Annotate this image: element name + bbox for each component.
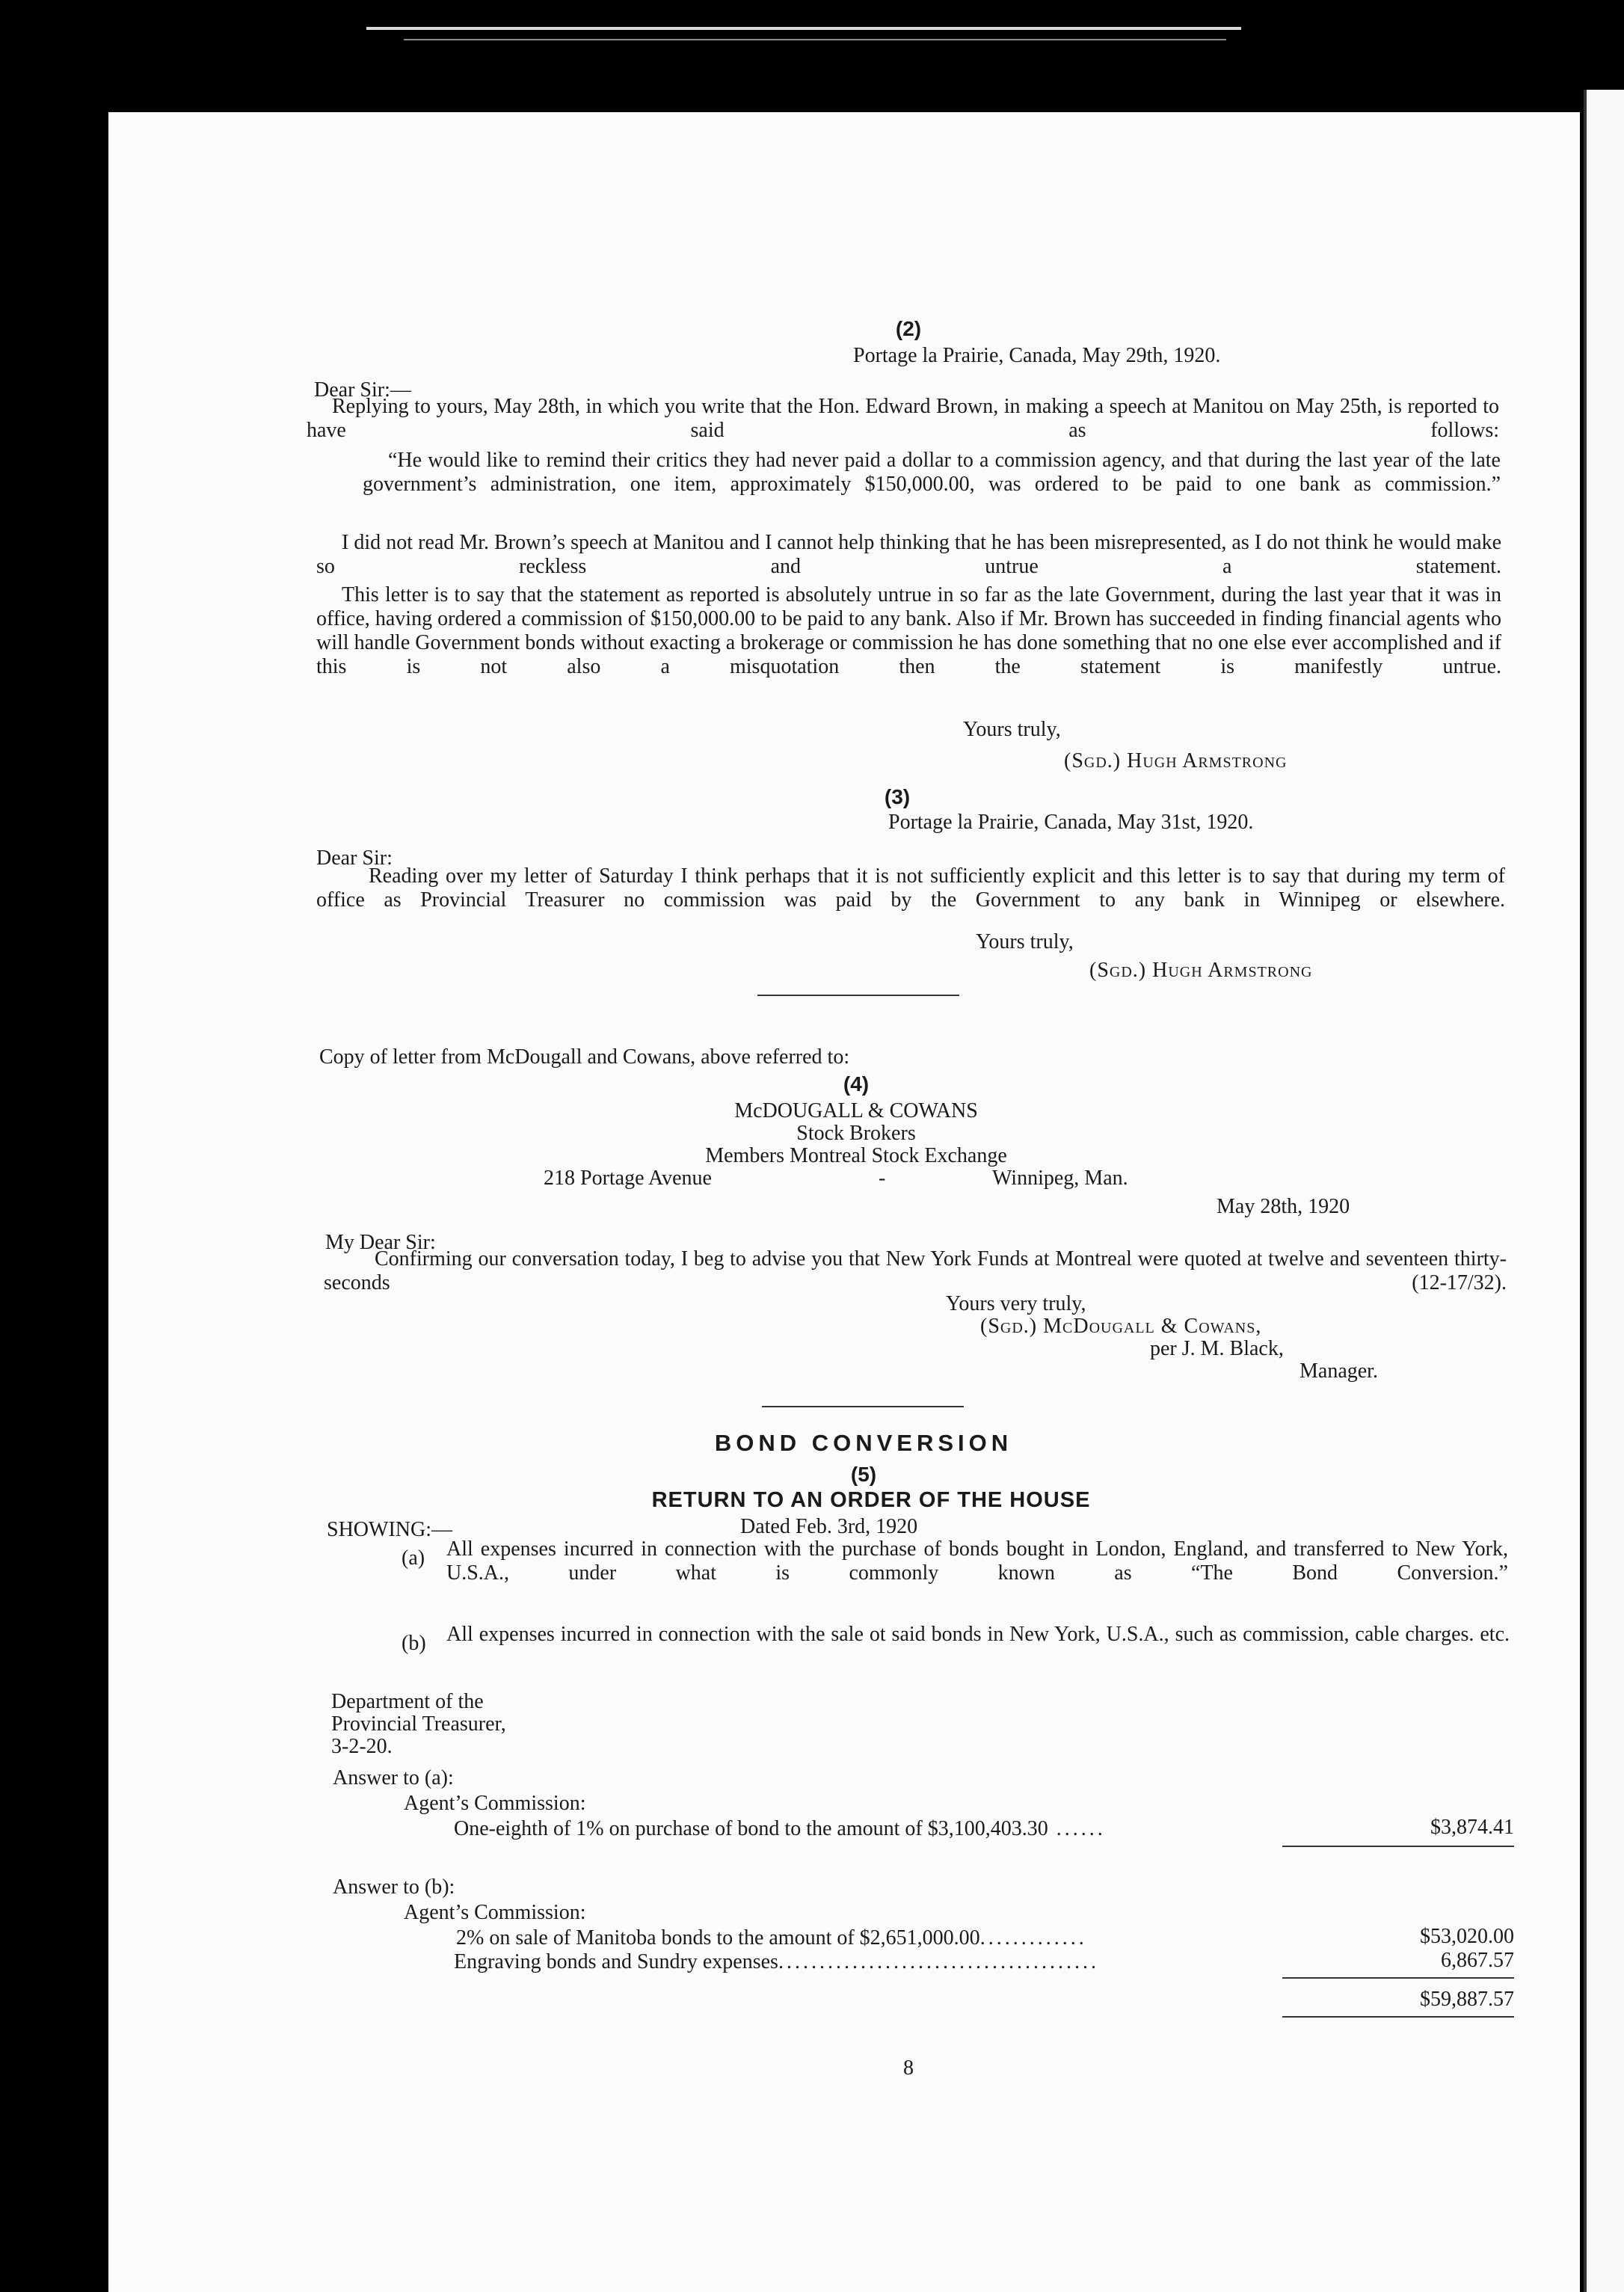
item-a-label: (a) <box>402 1546 425 1570</box>
letter4-number: (4) <box>843 1072 870 1096</box>
letter4-closing: Yours very truly, <box>946 1292 1086 1315</box>
letter3-signature: (Sgd.) Hugh Armstrong <box>1089 959 1313 982</box>
letter4-firm-line3: Members Montreal Stock Exchange <box>705 1144 1007 1167</box>
letter4-intro: Copy of letter from McDougall and Cowans, above referred to: <box>319 1045 850 1069</box>
letter2-signature: (Sgd.) Hugh Armstrong <box>1064 749 1288 772</box>
letter4-firm: McDOUGALL & COWANS <box>734 1099 978 1122</box>
letter4-title: Manager. <box>1299 1359 1378 1383</box>
section-divider <box>757 995 959 996</box>
answer-b-line-1-text: 2% on sale of Manitoba bonds to the amount of $2,651,000.00 <box>456 1926 980 1950</box>
answer-b-amount-2: 6,867.57 <box>1441 1949 1514 1972</box>
answer-a-underline <box>1282 1846 1514 1847</box>
answer-b-line-1: 2% on sale of Manitoba bonds to the amount of $2,651,000.00............. <box>456 1926 1087 1950</box>
answer-a-amount: $3,874.41 <box>1430 1816 1514 1839</box>
letter3-salutation: Dear Sir: <box>316 847 393 870</box>
bond-dated: Dated Feb. 3rd, 1920 <box>740 1515 918 1538</box>
bond-heading: BOND CONVERSION <box>714 1430 1013 1456</box>
letter2-paragraph-2: I did not read Mr. Brown’s speech at Manitou and I cannot help thinking that he has been misrepresented, as I do not think he would make so reckless and untrue a statement. <box>316 531 1501 578</box>
letter4-paragraph-1: Confirming our conversation today, I beg to advise you that New York Funds at Montreal were quoted at twelve and seventeen thirty-seconds (12-17/32). <box>324 1247 1507 1294</box>
answer-b-amount-1: $53,020.00 <box>1420 1925 1514 1948</box>
answer-b-line-2: Engraving bonds and Sundry expenses....................................... <box>454 1950 1099 1973</box>
letter2-paragraph-1: Replying to yours, May 28th, in which you write that the Hon. Edward Brown, in making a speech at Manitou on May 25th, is reported to have said as follows: <box>307 395 1499 442</box>
letter2-paragraph-3: This letter is to say that the statement as reported is absolutely untrue in so far as the late Government, during the last year that it was in office, having ordered a commission of $150,000.00 to be paid to any bank. Also if Mr. Brown has succeeded in finding financial agents who will handle Government bonds without exacting a brokerage or commission he has done something that no one else ever accomplished and if this is not also a misquotation then the statement is manifestly untrue. <box>316 583 1501 678</box>
top-rule-thin <box>404 39 1226 40</box>
letter2-salutation: Dear Sir:— <box>314 378 411 402</box>
letter3-number: (3) <box>884 785 911 808</box>
bond-number: (5) <box>850 1463 877 1486</box>
letter4-per: per J. M. Black, <box>1150 1337 1284 1360</box>
page-number: 8 <box>903 2056 914 2080</box>
adjacent-page-edge <box>1584 90 1624 2292</box>
answer-a-agents: Agent’s Commission: <box>404 1792 586 1815</box>
item-b-label: (b) <box>402 1632 426 1655</box>
answer-a-line-text: One-eighth of 1% on purchase of bond to the amount of $3,100,403.30 <box>454 1817 1048 1840</box>
letter4-firm-line2: Stock Brokers <box>796 1122 916 1145</box>
letter2-dateline: Portage la Prairie, Canada, May 29th, 1920. <box>853 344 1221 367</box>
answer-b-total-rule <box>1282 2016 1514 2018</box>
dept-line-3: 3-2-20. <box>331 1735 393 1758</box>
letter4-salutation: My Dear Sir: <box>325 1231 436 1254</box>
dept-line-2: Provincial Treasurer, <box>331 1712 506 1736</box>
dept-line-1: Department of the <box>331 1690 484 1713</box>
bond-showing: SHOWING:— <box>327 1518 452 1541</box>
answer-b-label: Answer to (b): <box>333 1875 455 1899</box>
top-rule <box>366 27 1241 30</box>
section-divider-2 <box>762 1406 964 1407</box>
letter2-number: (2) <box>895 317 922 340</box>
answer-b-subtotal-rule <box>1282 1977 1514 1979</box>
letter3-dateline: Portage la Prairie, Canada, May 31st, 1920. <box>888 811 1254 834</box>
answer-b-agents: Agent’s Commission: <box>404 1901 586 1924</box>
answer-b-line-2-text: Engraving bonds and Sundry expenses <box>454 1950 778 1973</box>
letter2-closing: Yours truly, <box>963 718 1061 741</box>
letter2-quote: “He would like to remind their critics they had never paid a dollar to a commission agency, and that during the last year of the late government’s administration, one item, approximately $150,000.00, was ordered to be paid to one bank as commission.” <box>363 449 1501 496</box>
bond-subheading: RETURN TO AN ORDER OF THE HOUSE <box>651 1488 1091 1512</box>
item-b-text: All expenses incurred in connection with the sale ot said bonds in New York, U.S.A., such as commission, cable charges. etc. <box>446 1623 1510 1646</box>
letter3-closing: Yours truly, <box>976 930 1074 953</box>
item-a-text: All expenses incurred in connection with the purchase of bonds bought in London, England, and transferred to New York, U.S.A., under what is commonly known as “The Bond Conversion.” <box>446 1537 1508 1585</box>
letter4-signature: (Sgd.) McDougall & Cowans, <box>980 1315 1262 1338</box>
letter4-address-left: 218 Portage Avenue <box>544 1167 712 1190</box>
answer-a-label: Answer to (a): <box>333 1766 454 1789</box>
letter4-address-right: Winnipeg, Man. <box>992 1167 1128 1190</box>
letter4-date: May 28th, 1920 <box>1217 1195 1350 1218</box>
letter4-address-dash: - <box>879 1167 886 1190</box>
answer-b-total: $59,887.57 <box>1420 1988 1514 2011</box>
answer-a-line: One-eighth of 1% on purchase of bond to the amount of $3,100,403.30 ...... <box>454 1817 1106 1840</box>
letter3-paragraph-1: Reading over my letter of Saturday I think perhaps that it is not sufficiently explicit and this letter is to say that during my term of office as Provincial Treasurer no commission was paid by the Government to any bank in Winnipeg or elsewhere. <box>316 864 1505 912</box>
document-page <box>108 112 1580 2292</box>
